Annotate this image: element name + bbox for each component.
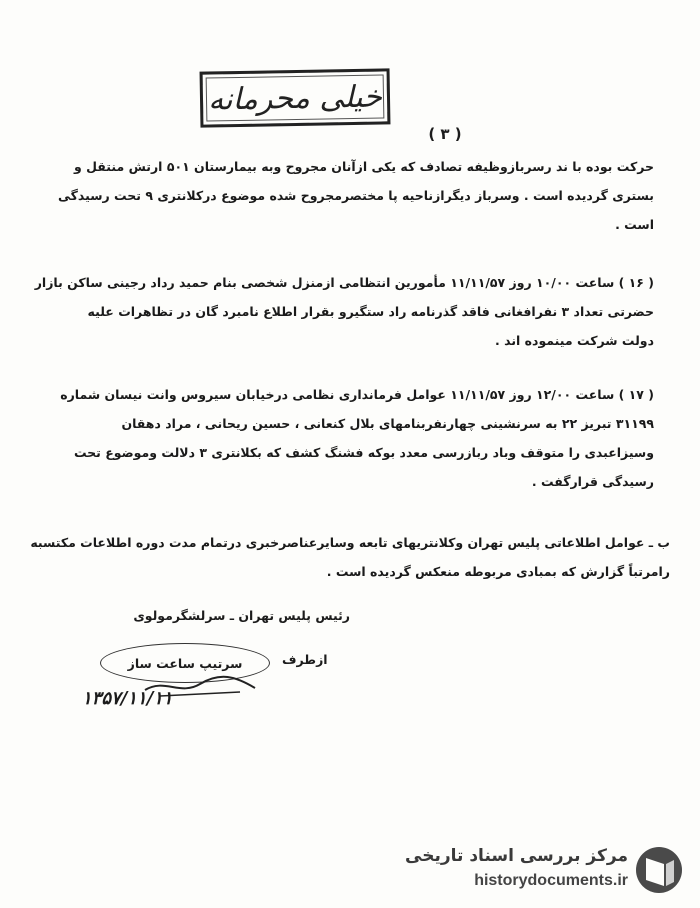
text-line: ( ۱۷ ) ساعت ۱۲/۰۰ روز ۱۱/۱۱/۵۷ عوامل فرمانداری نظامی درخیابان سیروس وانت نیسان شماره — [60, 387, 654, 402]
text-line: است . — [615, 217, 654, 232]
archive-watermark — [405, 840, 690, 900]
classification-stamp — [200, 68, 391, 127]
text-line: ( ۱۶ ) ساعت ۱۰/۰۰ روز ۱۱/۱۱/۵۷ مأمورین انتظامی ازمنزل شخصی بنام حمید رداد رجینی ساکن بازار — [34, 275, 654, 290]
stamp-text: خیلی محرمانه — [207, 78, 383, 118]
text-line: دولت شرکت مینموده اند . — [495, 333, 654, 348]
signatory-title: رئیس پلیس تهران ـ سرلشگرمولوی — [133, 608, 350, 623]
text-line: ۳۱۱۹۹ تبریز ۲۲ به سرنشینی چهارنفربنامهای بلال کنعانی ، حسین ریحانی ، مراد دهقان — [121, 416, 654, 431]
paragraph-item-16 — [34, 268, 654, 355]
signatory-name: سرتیپ ساعت ساز — [127, 655, 243, 671]
signature-prefix: ازطرف — [282, 652, 328, 667]
text-line: رامرتباً گزارش که بمبادی مربوطه منعکس گردیده است . — [326, 564, 670, 579]
archive-logo-icon — [634, 844, 684, 896]
text-line: بستری گردیده است . وسرباز دیگرازناحیه پا مختصرمجروح شده موضوع درکلانتری ۹ تحت رسیدگی — [57, 188, 654, 203]
paragraph-item-17 — [44, 380, 654, 496]
paragraph-continuation — [50, 152, 654, 239]
handwritten-date: ۱۳۵۷/۱۱/۱۱ — [82, 688, 173, 709]
text-line: رسیدگی قرارگفت . — [531, 474, 654, 489]
text-line: وسیزاعبدی را متوقف وباد ربازرسی معدد بوکه فشنگ کشف که بکلانتری ۳ دلالت وموضوع تحت — [73, 445, 654, 460]
paragraph-section-b — [30, 528, 670, 586]
text-line: ب ـ عوامل اطلاعاتی پلیس تهران وکلانتریهای تابعه وسایرعناصرخبری درتمام مدت دوره اطلاعات مکتسبه — [30, 535, 670, 550]
page-number: ( ۳ ) — [428, 125, 462, 143]
text-line: حرکت بوده با ند رسربازوظیفه تصادف که یکی ازآنان مجروح وبه بیمارستان ۵۰۱ ارتش منتقل و — [74, 159, 654, 174]
watermark-url: historydocuments.ir — [474, 872, 628, 889]
text-line: حضرتی تعداد ۳ نفرافغانی فاقد گذرنامه راد ستگیرو بقرار اطلاع نامبرد گان در تظاهرات علیه — [87, 304, 654, 319]
watermark-name: مرکز بررسی اسناد تاریخی — [405, 846, 628, 866]
